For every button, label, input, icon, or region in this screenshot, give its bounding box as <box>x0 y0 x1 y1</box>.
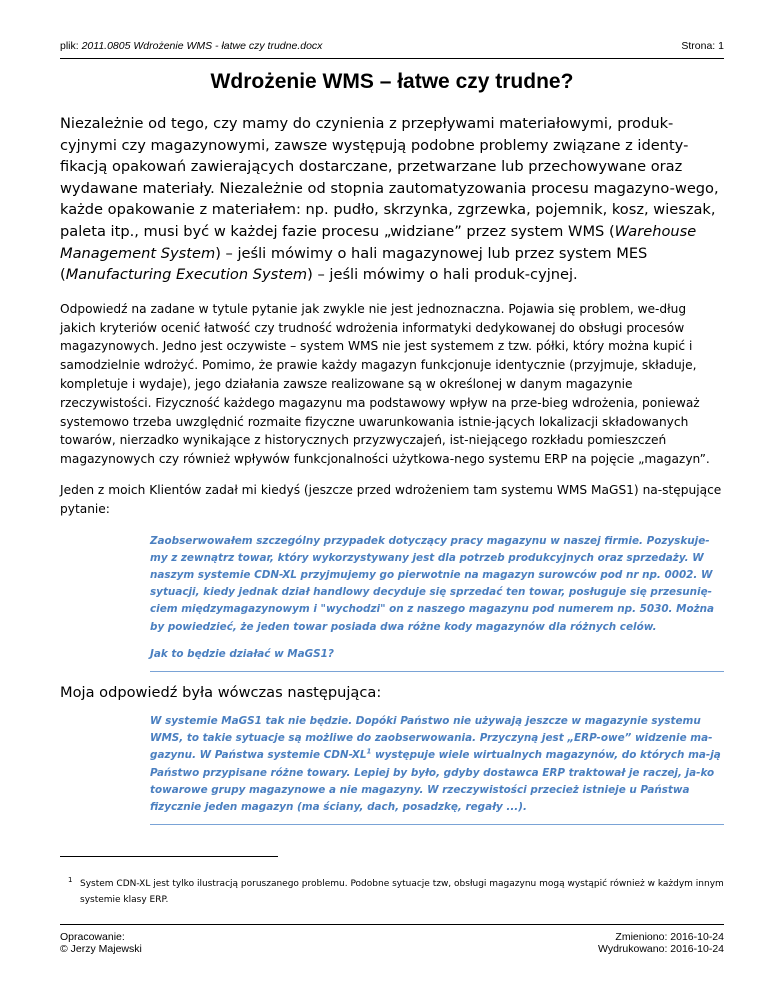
footnote-separator <box>60 856 278 857</box>
document-title: Wdrożenie WMS – łatwe czy trudne? <box>210 70 574 93</box>
quote-client-text: Zaobserwowałem szczególny przypadek dotyczący pracy magazynu w naszej firmie. Pozyskuje-my z zewnątrz towar, który wykorzystywany jest dla potrzeb produkcyjnych oraz sprzedaży. W naszym systemie CDN-XL przyjmujemy go pierwotnie na magazyn surowców pod nr np. 0002. W sytuacji, kiedy jednak dział handlowy decyduje się sprzedać ten towar, posługuje się przesunię-ciem międzymagazynowym i "wychodzi" on z naszego magazynu pod numerem np. 5030. Można by powiedzieć, że jeden towar posiada dwa różne kody magazynów dla różnych celów. <box>150 534 715 633</box>
header-file: plik: 2011.0805 Wdrożenie WMS - łatwe czy trudne.docx <box>60 40 323 52</box>
quote-author-text: W systemie MaGS1 tak nie będzie. Dopóki Państwo nie używają jeszcze w magazynie systemu WMS, to takie sytuacje są możliwe do zaobserwowania. Przyczyną jest „ERP-owe” widzenie ma-gazynu. W Państwa systemie CDN-$XL^1$ występuje wiele wirtualnych magazynów, do których ma-ją Państwo przypisane różne towary. Lepiej by było, gdyby dostawca ERP traktował je raczej, ja-ko towarowe grupy magazynowe a nie magazyny. W rzeczywistości przecież istnieje u Państwa fizycznie jeden magazyn (ma ściany, dach, posadzkę, regały ...). <box>150 714 721 813</box>
footnote-number: 1 <box>68 876 73 884</box>
quote-client-question-line: Jak to będzie działać w MaGS1? <box>150 647 334 660</box>
footnote-reference[interactable]: 1 <box>366 747 372 756</box>
quote-client-question <box>150 531 724 672</box>
header-divider <box>60 58 724 59</box>
footer-dates: Zmieniono: 2016-10-24 Wydrukowano: 2016-10-24 <box>598 931 724 955</box>
header-file-name: 2011.0805 Wdrożenie WMS - łatwe czy trudne.docx <box>81 40 323 52</box>
paragraph-reply-intro: Moja odpowiedź była wówczas następująca: <box>60 683 382 701</box>
paragraph-question-intro: Jeden z moich Klientów zadał mi kiedyś (jeszcze przed wdrożeniem tam systemu WMS MaGS1) na-stępujące pytanie: <box>60 482 722 516</box>
page-header <box>60 40 724 54</box>
paragraph-answer: Odpowiedź na zadane w tytule pytanie jak zwykle nie jest jednoznaczna. Pojawia się problem, we-dług jakich kryteriów ocenić łatwość czy trudność wdrożenia informatyki dedykowanej do obsługi procesów magazynowych. Jedno jest oczywiste – system WMS nie jest systemem z tzw. półki, który można kupić i samodzielnie wdrożyć. Pomimo, że prawie każdy magazyn funkcjonuje identycznie (przyjmuje, składuje, kompletuje i wydaje), jego działania zawsze realizowane są w określonej w danym magazynie rzeczywistości. Fizyczność każdego magazynu ma podstawowy wpływ na prze-bieg wdrożenia, ponieważ systemowo trzeba uwzględnić rozmaite fizyczne uwarunkowania istnie-jących lokalizacji składowanych towarów, nierzadko wynikające z historycznych przyzwyczajeń, ist-niejącego rozkładu pomieszczeń magazynowych czy również wpływów funkcjonalności użytkowa-nego systemu ERP na pojęcie „magazyn”. <box>60 301 710 467</box>
footer-author: Opracowanie: © Jerzy Majewski <box>60 931 142 955</box>
footnote-text: System CDN-XL jest tylko ilustracją poruszanego problemu. Podobne sytuacje tzw, obsługi magazynu mogą wystąpić również w każdym innym systemie klasy ERP. <box>80 879 724 905</box>
header-page-number: Strona: 1 <box>681 40 724 52</box>
footer-divider <box>60 924 724 925</box>
intro-paragraph: Niezależnie od tego, czy mamy do czynienia z przepływami materiałowymi, produk-cyjnymi czy magazynowymi, zawsze występują podobne problemy związane z identy-fikacją opakowań zawierających dostarczane, przetwarzane lub przechowywane oraz wydawane materiały. Niezależnie od stopnia zautomatyzowania procesu magazyno-wego, każde opakowanie z materiałem: np. pudło, skrzynka, zgrzewka, pojemnik, kosz, wieszak, paleta itp., musi być w każdej fazie procesu „widziane” przez system WMS (Warehouse Management System) – jeśli mówimy o hali magazynowej lub przez system MES (Manufacturing Execution System) – jeśli mówimy o hali produk-cyjnej. <box>60 115 719 284</box>
footnote <box>68 876 724 908</box>
quote-author-answer <box>150 711 724 825</box>
document-body <box>60 113 724 825</box>
